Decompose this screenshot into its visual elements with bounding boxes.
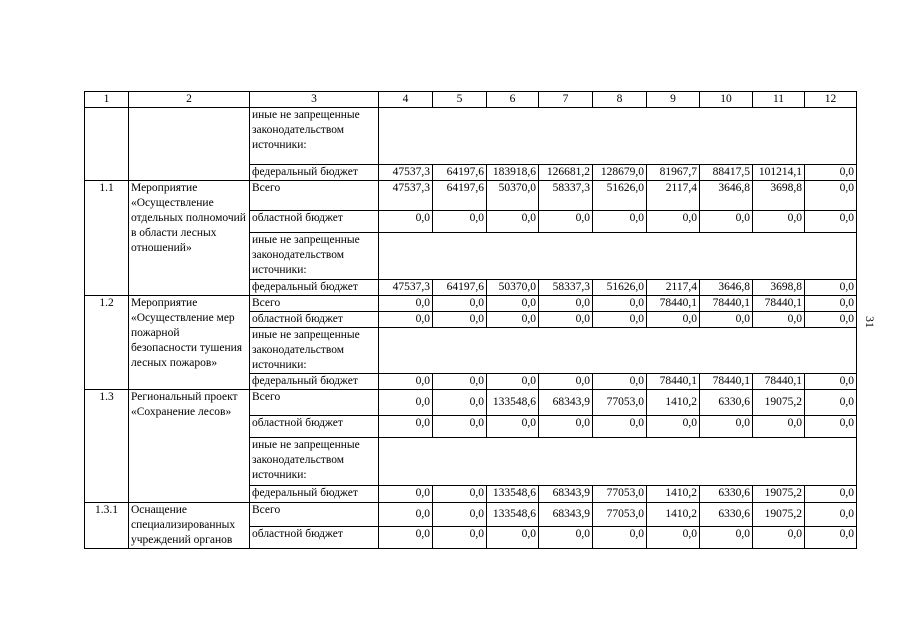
value-cell: 19075,2 [753, 390, 805, 416]
value-cell: 0,0 [487, 374, 539, 390]
value-cell: 0,0 [805, 526, 857, 549]
value-cell: 1410,2 [647, 486, 700, 503]
value-cell: 51626,0 [593, 181, 647, 211]
value-cell: 0,0 [539, 526, 593, 549]
value-cell: 47537,3 [379, 165, 433, 181]
value-cell: 0,0 [805, 312, 857, 328]
value-cell: 0,0 [379, 211, 433, 233]
value-cell: 0,0 [647, 312, 700, 328]
value-cell: 19075,2 [753, 486, 805, 503]
header-cell: 9 [647, 92, 700, 108]
value-cell: 0,0 [805, 503, 857, 527]
value-cell: 78440,1 [647, 296, 700, 312]
value-cell: 68343,9 [539, 503, 593, 527]
value-cell: 6330,6 [700, 486, 753, 503]
value-cell: 64197,6 [433, 280, 487, 296]
value-cell: 0,0 [487, 416, 539, 438]
header-cell: 5 [433, 92, 487, 108]
row-label: областной бюджет [250, 211, 379, 233]
value-cell: 0,0 [805, 486, 857, 503]
item-number: 1.3 [85, 390, 129, 503]
value-cell: 0,0 [593, 296, 647, 312]
empty-cells [379, 328, 857, 374]
value-cell: 128679,0 [593, 165, 647, 181]
value-cell: 68343,9 [539, 390, 593, 416]
row-label: федеральный бюджет [250, 165, 379, 181]
value-cell: 0,0 [487, 296, 539, 312]
source-label: иные не запрещенные законодательством источники: [250, 108, 379, 165]
header-row [85, 92, 857, 108]
value-cell: 0,0 [379, 390, 433, 416]
value-cell: 126681,2 [539, 165, 593, 181]
value-cell: 0,0 [593, 312, 647, 328]
table-row [85, 296, 857, 312]
value-cell: 0,0 [753, 416, 805, 438]
value-cell: 58337,3 [539, 181, 593, 211]
value-cell: 0,0 [647, 211, 700, 233]
value-cell: 64197,6 [433, 181, 487, 211]
value-cell: 78440,1 [647, 374, 700, 390]
value-cell: 0,0 [487, 312, 539, 328]
value-cell: 0,0 [805, 165, 857, 181]
value-cell: 0,0 [379, 486, 433, 503]
value-cell: 58337,3 [539, 280, 593, 296]
source-label: иные не запрещенные законодательством источники: [250, 233, 379, 280]
row-label: Всего [250, 296, 379, 312]
value-cell: 0,0 [539, 312, 593, 328]
value-cell: 78440,1 [700, 296, 753, 312]
page-number: 31 [863, 316, 877, 328]
row-label: областной бюджет [250, 312, 379, 328]
item-number: 1.1 [85, 181, 129, 296]
value-cell: 0,0 [379, 312, 433, 328]
item-number: 1.2 [85, 296, 129, 390]
table-row [85, 108, 857, 165]
header-cell: 8 [593, 92, 647, 108]
row-label: областной бюджет [250, 416, 379, 438]
value-cell: 6330,6 [700, 390, 753, 416]
value-cell: 0,0 [433, 374, 487, 390]
value-cell: 19075,2 [753, 503, 805, 527]
value-cell: 0,0 [647, 416, 700, 438]
value-cell: 51626,0 [593, 280, 647, 296]
item-number: 1.3.1 [85, 503, 129, 549]
empty-cells [379, 108, 857, 165]
value-cell: 77053,0 [593, 390, 647, 416]
value-cell: 0,0 [700, 211, 753, 233]
value-cell: 2117,4 [647, 181, 700, 211]
value-cell: 0,0 [647, 526, 700, 549]
value-cell: 0,0 [593, 211, 647, 233]
source-label: иные не запрещенные законодательством источники: [250, 328, 379, 374]
value-cell: 3698,8 [753, 280, 805, 296]
value-cell: 0,0 [433, 526, 487, 549]
row-label: Всего [250, 390, 379, 416]
item-name: Региональный проект «Сохранение лесов» [129, 390, 250, 503]
value-cell: 0,0 [805, 211, 857, 233]
value-cell: 0,0 [753, 211, 805, 233]
value-cell: 6330,6 [700, 503, 753, 527]
header-cell: 3 [250, 92, 379, 108]
item-name: Мероприятие «Осуществление отдельных полномочий в области лесных отношений» [129, 181, 250, 296]
value-cell: 3646,8 [700, 280, 753, 296]
value-cell: 0,0 [379, 374, 433, 390]
row-label: федеральный бюджет [250, 374, 379, 390]
row-label: областной бюджет [250, 526, 379, 549]
value-cell: 0,0 [379, 296, 433, 312]
value-cell: 0,0 [539, 374, 593, 390]
value-cell: 0,0 [805, 280, 857, 296]
value-cell: 3646,8 [700, 181, 753, 211]
table-row [85, 503, 857, 527]
header-cell: 12 [805, 92, 857, 108]
source-label: иные не запрещенные законодательством источники: [250, 438, 379, 486]
item-name-cell [129, 108, 250, 181]
value-cell: 0,0 [700, 526, 753, 549]
value-cell: 0,0 [700, 312, 753, 328]
value-cell: 133548,6 [487, 390, 539, 416]
value-cell: 77053,0 [593, 486, 647, 503]
value-cell: 68343,9 [539, 486, 593, 503]
value-cell: 0,0 [539, 416, 593, 438]
value-cell: 0,0 [805, 181, 857, 211]
value-cell: 47537,3 [379, 280, 433, 296]
value-cell: 0,0 [753, 312, 805, 328]
value-cell: 64197,6 [433, 165, 487, 181]
budget-table [84, 91, 857, 549]
header-cell: 4 [379, 92, 433, 108]
value-cell: 0,0 [593, 374, 647, 390]
value-cell: 0,0 [700, 416, 753, 438]
value-cell: 1410,2 [647, 503, 700, 527]
value-cell: 3698,8 [753, 181, 805, 211]
row-label: Всего [250, 181, 379, 211]
value-cell: 0,0 [805, 374, 857, 390]
value-cell: 78440,1 [753, 296, 805, 312]
value-cell: 0,0 [593, 416, 647, 438]
value-cell: 47537,3 [379, 181, 433, 211]
value-cell: 133548,6 [487, 486, 539, 503]
value-cell: 183918,6 [487, 165, 539, 181]
value-cell: 77053,0 [593, 503, 647, 527]
value-cell: 0,0 [593, 526, 647, 549]
value-cell: 88417,5 [700, 165, 753, 181]
value-cell: 0,0 [379, 503, 433, 527]
item-name: Мероприятие «Осуществление мер пожарной безопасности тушения лесных пожаров» [129, 296, 250, 390]
header-cell: 10 [700, 92, 753, 108]
value-cell: 0,0 [487, 211, 539, 233]
value-cell: 81967,7 [647, 165, 700, 181]
row-label: федеральный бюджет [250, 486, 379, 503]
value-cell: 0,0 [433, 312, 487, 328]
value-cell: 101214,1 [753, 165, 805, 181]
empty-cells [379, 233, 857, 280]
value-cell: 0,0 [805, 416, 857, 438]
value-cell: 0,0 [433, 211, 487, 233]
value-cell: 0,0 [487, 526, 539, 549]
header-cell: 1 [85, 92, 129, 108]
header-cell: 2 [129, 92, 250, 108]
value-cell: 0,0 [379, 526, 433, 549]
value-cell: 0,0 [539, 296, 593, 312]
header-cell: 7 [539, 92, 593, 108]
value-cell: 50370,0 [487, 280, 539, 296]
row-label: федеральный бюджет [250, 280, 379, 296]
value-cell: 0,0 [433, 486, 487, 503]
value-cell: 133548,6 [487, 503, 539, 527]
value-cell: 0,0 [805, 390, 857, 416]
value-cell: 0,0 [805, 296, 857, 312]
table-row [85, 390, 857, 416]
value-cell: 0,0 [433, 503, 487, 527]
empty-cells [379, 438, 857, 486]
value-cell: 2117,4 [647, 280, 700, 296]
value-cell: 78440,1 [700, 374, 753, 390]
value-cell: 0,0 [753, 526, 805, 549]
value-cell: 0,0 [433, 416, 487, 438]
value-cell: 50370,0 [487, 181, 539, 211]
value-cell: 0,0 [539, 211, 593, 233]
item-number-cell [85, 108, 129, 181]
value-cell: 0,0 [379, 416, 433, 438]
row-label: Всего [250, 503, 379, 527]
header-cell: 11 [753, 92, 805, 108]
value-cell: 1410,2 [647, 390, 700, 416]
item-name: Оснащение специализированных учреждений органов [129, 503, 250, 549]
value-cell: 78440,1 [753, 374, 805, 390]
table-row [85, 181, 857, 211]
value-cell: 0,0 [433, 296, 487, 312]
value-cell: 0,0 [433, 390, 487, 416]
header-cell: 6 [487, 92, 539, 108]
